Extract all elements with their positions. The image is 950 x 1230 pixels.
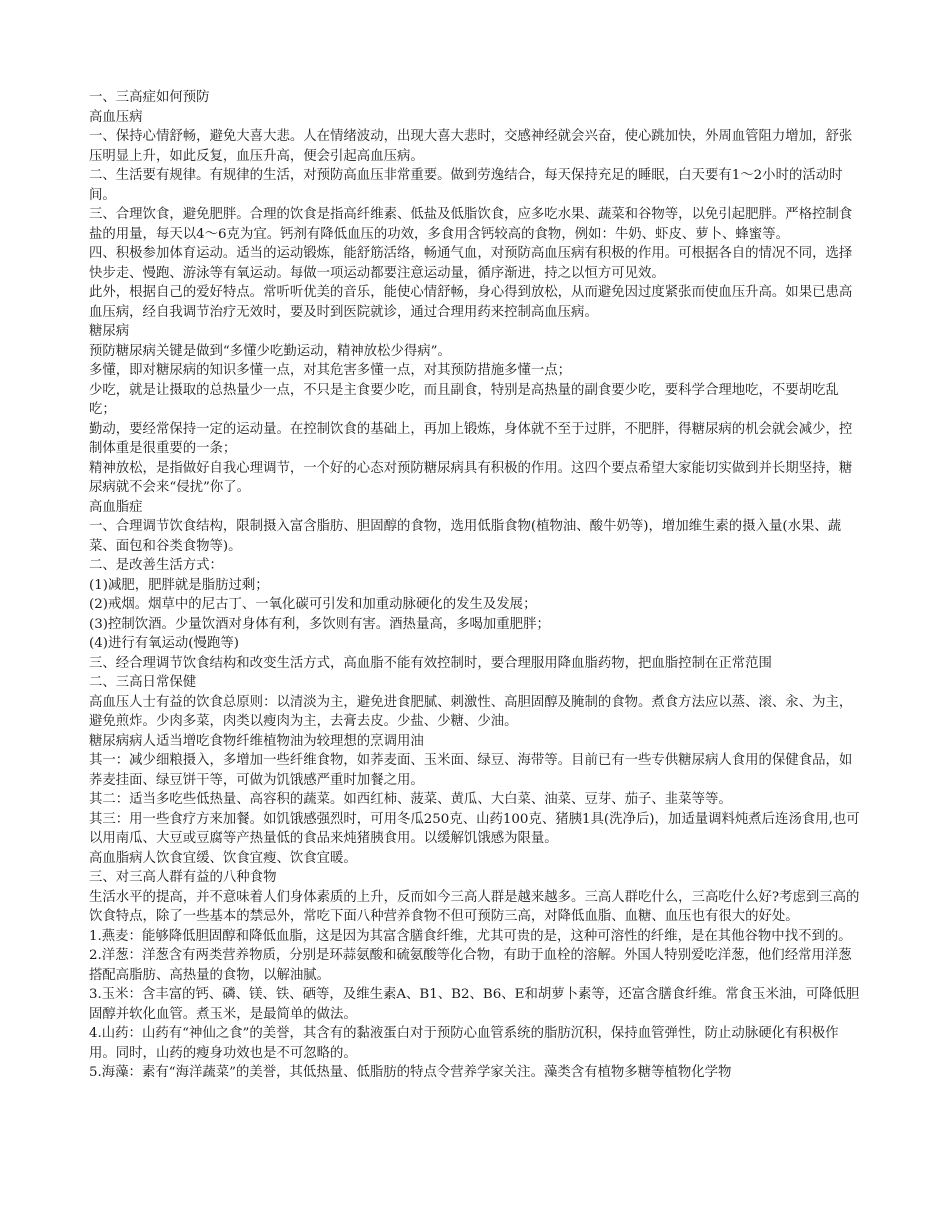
paragraph: 精神放松，是指做好自我心理调节，一个好的心态对预防糖尿病具有积极的作用。这四个要点希望大家能切实做到并长期坚持，糖尿病就不会来“侵扰”你了。: [89, 460, 853, 495]
paragraph: 高血脂病人饮食宜缓、饮食宜瘦、饮食宜暖。: [89, 850, 357, 866]
paragraph: 预防糖尿病关键是做到“多懂少吃勤运动，精神放松少得病”。: [89, 343, 451, 359]
list-item: 3.玉米：含丰富的钙、磷、镁、铁、硒等，及维生素A、B1、B2、B6、E和胡萝卜素等，还富含膳食纤维。常食玉米油，可降低胆固醇并软化血管。煮玉米，是最简单的做法。: [89, 987, 860, 1022]
list-item: (1)减肥，肥胖就是脂肪过剩；: [89, 577, 269, 593]
paragraph: 其三：用一些食疗方来加餐。如饥饿感强烈时，可用冬瓜250克、山药100克、猪胰1具(洗净后)，加适量调料炖煮后连汤食用,也可以用南瓜、大豆或豆腐等产热量低的食品来炖猪胰食用。以缓解饥饿感为限量。: [89, 811, 860, 846]
subsection-heading: 高血脂症: [89, 499, 143, 515]
subsection-heading: 糖尿病: [89, 324, 130, 339]
paragraph: 生活水平的提高，并不意味着人们身体素质的上升，反而如今三高人群是越来越多。三高人群吃什么，三高吃什么好?考虑到三高的饮食特点，除了一些基本的禁忌外，常吃下面八种营养食物不但可预防三高，对降低血脂、血糖、血压也有很大的好处。: [89, 889, 860, 924]
paragraph: 二、生活要有规律。有规律的生活，对预防高血压非常重要。做到劳逸结合，每天保持充足的睡眠，白天要有1～2小时的活动时间。: [89, 168, 843, 203]
paragraph: 少吃，就是让摄取的总热量少一点，不只是主食要少吃，而且副食，特别是高热量的副食要少吃，要科学合理地吃，不要胡吃乱吃；: [89, 382, 839, 417]
paragraph: 一、保持心情舒畅，避免大喜大悲。人在情绪波动，出现大喜大悲时，交感神经就会兴奋，使心跳加快，外周血管阻力增加，舒张压明显上升，如此反复，血压升高，便会引起高血压病。: [89, 129, 853, 164]
paragraph: 多懂，即对糖尿病的知识多懂一点，对其危害多懂一点，对其预防措施多懂一点；: [89, 363, 572, 378]
document-body: [89, 88, 863, 1083]
list-item: (2)戒烟。烟草中的尼古丁、一氧化碳可引发和加重动脉硬化的发生及发展；: [89, 597, 537, 612]
paragraph: 此外，根据自己的爱好特点。常听听优美的音乐，能使心情舒畅，身心得到放松，从而避免因过度紧张而使血压升高。如果已患高血压病，经自我调节治疗无效时，要及时到医院就诊，通过合理用药来控制高血压病。: [89, 285, 853, 320]
section-heading: 一、三高症如何预防: [89, 90, 210, 105]
paragraph: 三、经合理调节饮食结构和改变生活方式，高血脂不能有效控制时，要合理服用降血脂药物，把血脂控制在正常范围: [89, 655, 772, 671]
paragraph: 其二：适当多吃些低热量、高容积的蔬菜。如西红柿、菠菜、黄瓜、大白菜、油菜、豆芽、茄子、韭菜等等。: [89, 792, 732, 807]
list-item: 4.山药：山药有“神仙之食”的美誉，其含有的黏液蛋白对于预防心血管系统的脂肪沉积，保持血管弹性，防止动脉硬化有积极作用。同时，山药的瘦身功效也是不可忽略的。: [89, 1026, 839, 1061]
paragraph: 一、合理调节饮食结构，限制摄入富含脂肪、胆固醇的食物，选用低脂食物(植物油、酸牛奶等)，增加维生素的摄入量(水果、蔬菜、面包和谷类食物等)。: [89, 519, 842, 554]
paragraph: 糖尿病病人适当增吃食物纤维植物油为较理想的烹调用油: [89, 733, 424, 749]
paragraph: 三、合理饮食，避免肥胖。合理的饮食是指高纤维素、低盐及低脂饮食，应多吃水果、蔬菜和谷物等，以免引起肥胖。严格控制食盐的用量，每天以4～6克为宜。钙剂有降低血压的功效，多食用含钙较高的食物，例如：牛奶、虾皮、萝卜、蜂蜜等。: [89, 207, 853, 242]
paragraph: 勤动，要经常保持一定的运动量。在控制饮食的基础上，再加上锻炼，身体就不至于过胖，不肥胖，得糖尿病的机会就会减少，控制体重是很重要的一条；: [89, 421, 853, 456]
list-item: 1.燕麦：能够降低胆固醇和降低血脂，这是因为其富含膳食纤维，尤其可贵的是，这种可溶性的纤维，是在其他谷物中找不到的。: [89, 928, 852, 944]
paragraph: 其一：减少细粮摄入，多增加一些纤维食物，如荞麦面、玉米面、绿豆、海带等。目前已有一些专供糖尿病人食用的保健食品，如荞麦挂面、绿豆饼干等，可做为饥饿感严重时加餐之用。: [89, 753, 853, 788]
subsection-heading: 高血压病: [89, 109, 143, 125]
paragraph: 四、积极参加体育运动。适当的运动锻炼，能舒筋活络，畅通气血，对预防高血压病有积极的作用。可根据各自的情况不同，选择快步走、慢跑、游泳等有氧运动。每做一项运动都要注意运动量，循序渐进，持之以恒方可见效。: [89, 246, 853, 281]
paragraph: 二、是改善生活方式：: [89, 558, 223, 573]
list-item: 2.洋葱：洋葱含有两类营养物质，分别是环蒜氨酸和硫氨酸等化合物，有助于血栓的溶解。外国人特别爱吃洋葱，他们经常用洋葱搭配高脂肪、高热量的食物，以解油腻。: [89, 948, 852, 983]
list-item: (3)控制饮酒。少量饮酒对身体有利，多饮则有害。酒热量高，多喝加重肥胖；: [89, 616, 550, 632]
section-heading: 三、对三高人群有益的八种食物: [89, 870, 277, 885]
section-heading: 二、三高日常保健: [89, 675, 197, 690]
paragraph: 高血压人士有益的饮食总原则：以清淡为主，避免进食肥腻、刺激性、高胆固醇及腌制的食物。煮食方法应以蒸、滚、汆、为主，避免煎炸。少肉多菜，肉类以瘦肉为主，去膏去皮。少盐、少糖、少油。: [89, 694, 853, 729]
list-item: (4)进行有氧运动(慢跑等): [89, 636, 239, 651]
list-item: 5.海藻：素有“海洋蔬菜”的美誉，其低热量、低脂肪的特点令营养学家关注。藻类含有植物多糖等植物化学物: [89, 1065, 732, 1080]
